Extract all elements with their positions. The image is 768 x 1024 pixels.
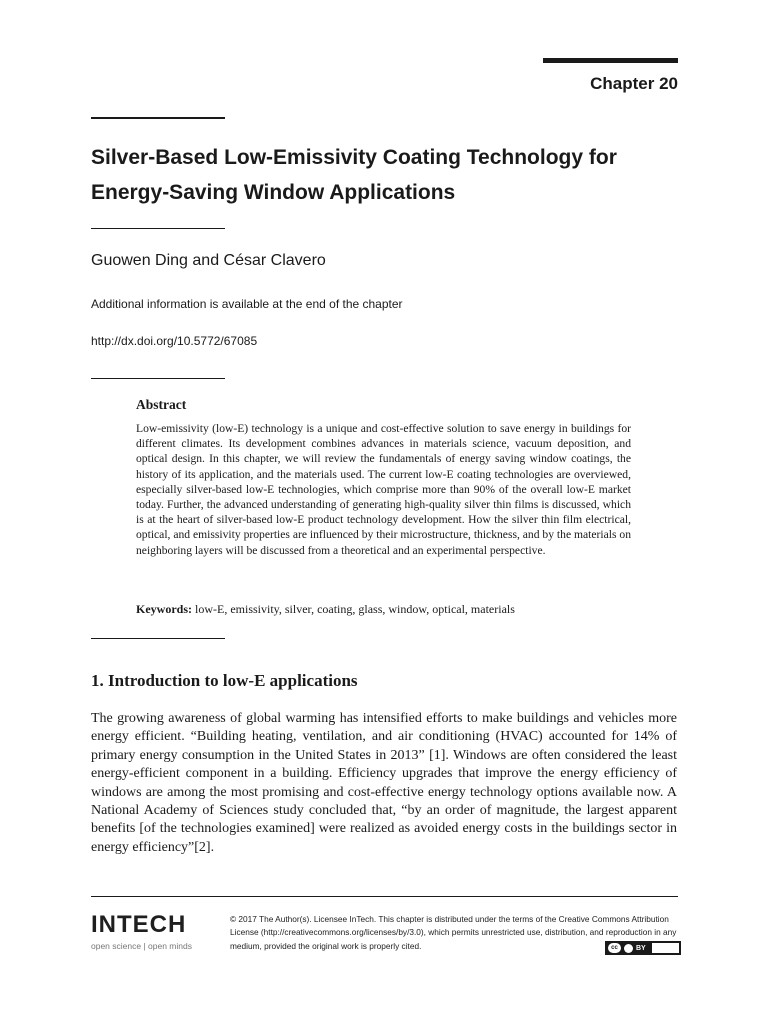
abstract-rule-bottom xyxy=(91,638,225,639)
cc-by-label: BY xyxy=(636,944,646,952)
chapter-label: Chapter 20 xyxy=(590,74,678,93)
keywords-label: Keywords: xyxy=(136,602,192,616)
title-rule-bottom xyxy=(91,228,225,229)
section-heading: 1. Introduction to low-E applications xyxy=(91,671,358,690)
keywords-line xyxy=(136,602,515,617)
chapter-rule xyxy=(543,58,678,63)
abstract-rule-top xyxy=(91,378,225,379)
publisher-logo xyxy=(91,911,192,951)
abstract-body: Low-emissivity (low-E) technology is a unique and cost-effective solution to save energy in buildings for different climates. Its development combines advances in materials science, vacuum deposition, and optical design. In this chapter, we will review the fundamentals of energy saving window coatings, the history of its application, and the materials used. The current low-E coating technologies are overviewed, especially silver-based low-E technologies, which comprise more than 90% of the overall low-E market today. Further, the advanced understanding of generating high-quality silver thin films is discussed, which is at the heart of silver-based low-E product technology development. How the silver thin film electrical, optical, and emissivity properties are influenced by their microstructure, thickness, and by the materials on neighboring layers will be discussed from a theoretical and an experimental perspective. xyxy=(136,422,631,557)
publisher-name: INTECH xyxy=(91,911,187,938)
attribution-icon xyxy=(624,944,633,953)
creative-commons-icon: cc xyxy=(608,943,621,953)
doi-link[interactable]: http://dx.doi.org/10.5772/67085 xyxy=(91,334,258,348)
abstract-heading: Abstract xyxy=(136,397,187,412)
publisher-tagline: open science | open minds xyxy=(91,941,192,951)
cc-badge-spacer xyxy=(652,943,679,953)
title-rule-top xyxy=(91,117,225,119)
authors: Guowen Ding and César Clavero xyxy=(91,252,326,269)
footer-rule xyxy=(91,896,678,897)
license-text: © 2017 The Author(s). Licensee InTech. This chapter is distributed under the terms of the Creative Commons Attribution License (http://creativecommons.org/licenses/by/3.0), which permits unrestricted use, distribution, and reproduction in any medium, provided the original work is properly cited. xyxy=(230,914,677,951)
additional-info: Additional information is available at the end of the chapter xyxy=(91,297,403,311)
chapter-title: Silver-Based Low-Emissivity Coating Technology for Energy-Saving Window Applications xyxy=(91,146,617,204)
keywords-list: low-E, emissivity, silver, coating, glass, window, optical, materials xyxy=(195,602,515,616)
cc-by-badge[interactable] xyxy=(605,941,681,955)
section-body: The growing awareness of global warming has intensified efforts to make buildings and vehicles more energy efficient. “Building heating, ventilation, and air conditioning (HVAC) accounted for 14% of primary energy consumption in the United States in 2013” [1]. Windows are often considered the least energy-efficient component in a building. Efficiency upgrades that improve the energy efficiency of windows are among the most promising and cost-effective energy technology options available now. A National Academy of Sciences study concluded that, “by an order of magnitude, the largest apparent benefits [of the technologies examined] were realized as avoided energy costs in the buildings sector in energy efficiency”[2]. xyxy=(91,711,677,855)
